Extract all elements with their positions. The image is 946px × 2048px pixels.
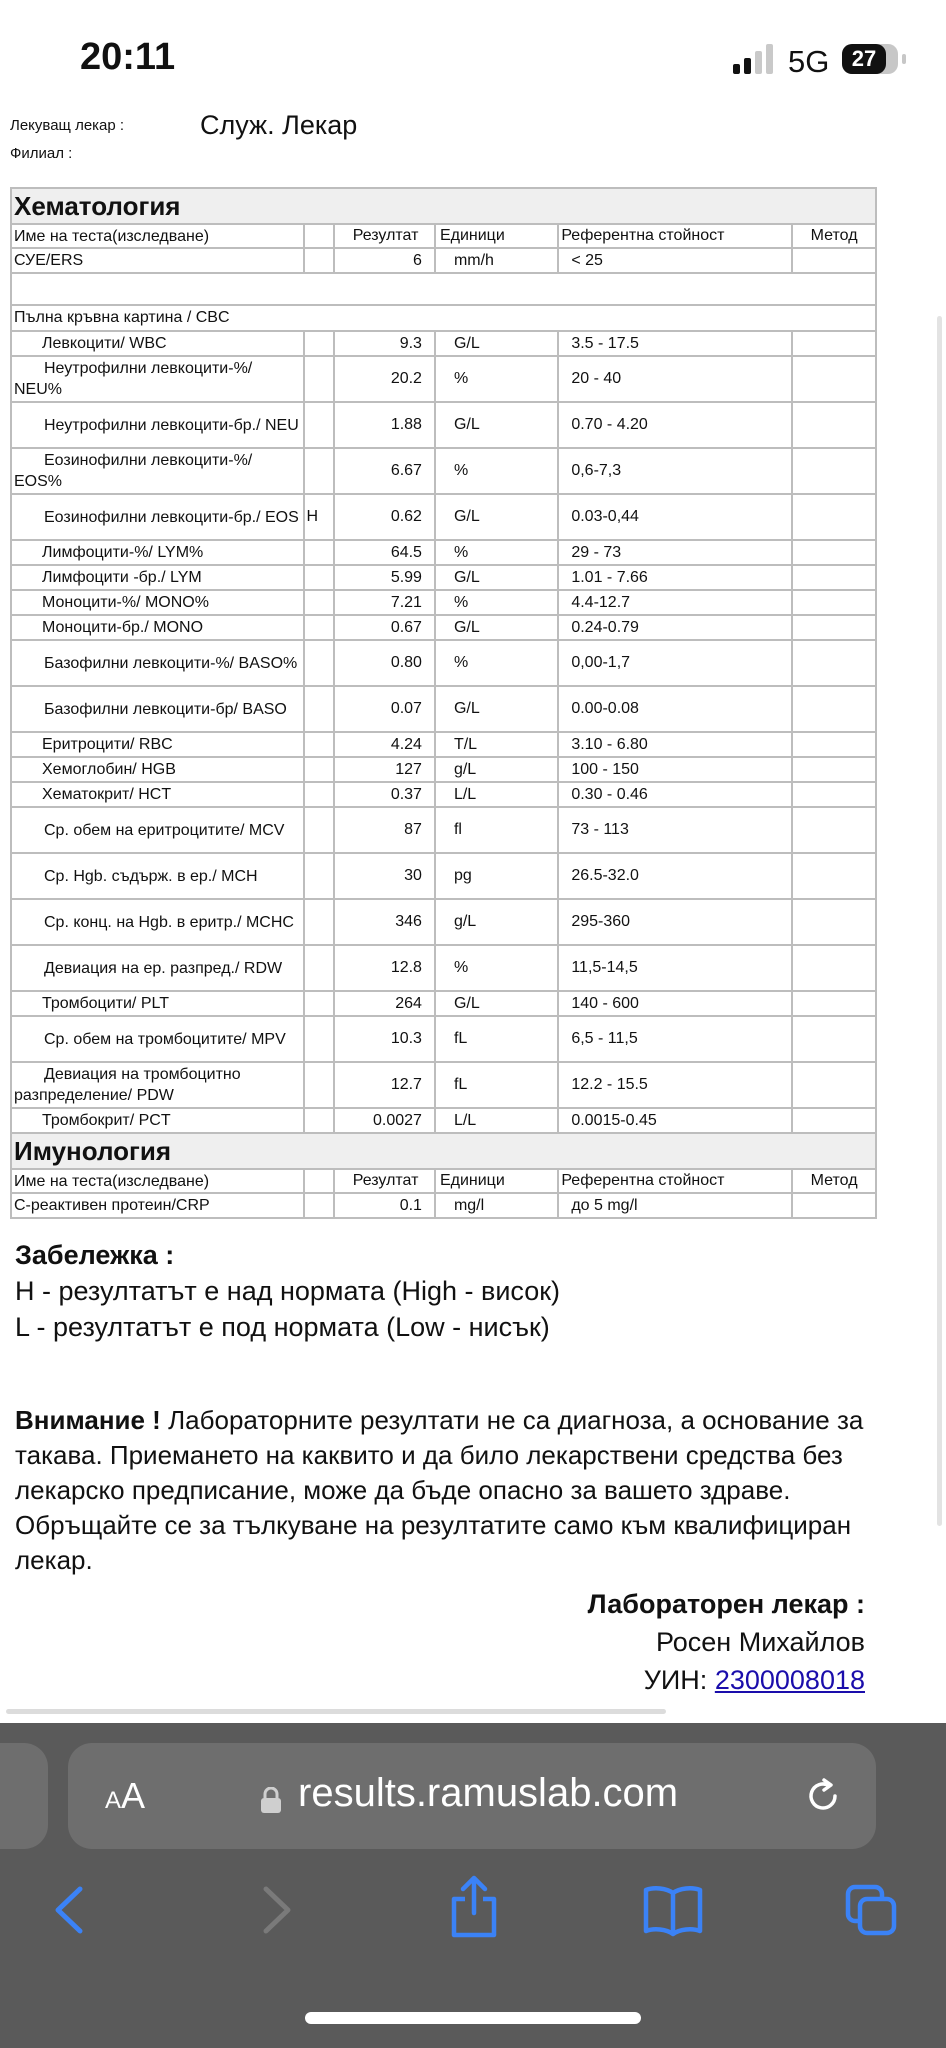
- test-method: [792, 590, 876, 615]
- test-name: Ср. обем на еритроцитите/ MCV: [11, 807, 304, 853]
- test-flag: [304, 640, 335, 686]
- lab-doctor-block: [588, 1585, 865, 1699]
- table-row: [11, 991, 876, 1016]
- test-name: Девиация на ер. разпред./ RDW: [11, 945, 304, 991]
- notes-title: Забележка :: [15, 1240, 175, 1270]
- uin-link[interactable]: 2300008018: [714, 1665, 865, 1695]
- test-name: Еритроцити/ RBC: [11, 732, 304, 757]
- test-name: Моноцити-%/ MONO%: [11, 590, 304, 615]
- test-reference: 0.70 - 4.20: [558, 402, 792, 448]
- test-unit: T/L: [435, 732, 558, 757]
- table-row: [11, 590, 876, 615]
- test-name: Базофилни левкоцити-бр/ BASO: [11, 686, 304, 732]
- test-name: Еозинофилни левкоцити-%/ EOS%: [11, 448, 304, 494]
- test-name: Левкоцити/ WBC: [11, 331, 304, 356]
- test-method: [792, 757, 876, 782]
- test-name: Неутрофилни левкоцити-%/ NEU%: [11, 356, 304, 402]
- test-reference: 11,5-14,5: [558, 945, 792, 991]
- test-result: 0.0027: [334, 1108, 435, 1133]
- test-flag: [304, 615, 335, 640]
- test-flag: [304, 402, 335, 448]
- test-flag: [304, 1062, 335, 1108]
- hematology-table: [10, 187, 877, 1219]
- back-icon[interactable]: [44, 1883, 98, 1937]
- table-row: [11, 565, 876, 590]
- warning-label: Внимание !: [15, 1405, 161, 1435]
- test-method: [792, 1193, 876, 1218]
- test-reference: 295-360: [558, 899, 792, 945]
- test-name: Лимфоцити-%/ LYM%: [11, 540, 304, 565]
- test-method: [792, 540, 876, 565]
- test-reference: 4.4-12.7: [558, 590, 792, 615]
- test-reference: 0.00-0.08: [558, 686, 792, 732]
- test-unit: fL: [435, 1062, 558, 1108]
- test-method: [792, 732, 876, 757]
- test-flag: [304, 540, 335, 565]
- table-row: [11, 1193, 876, 1218]
- branch-label: Филиал :: [10, 145, 73, 162]
- test-method: [792, 565, 876, 590]
- table-row: [11, 615, 876, 640]
- warning: [15, 1403, 875, 1578]
- test-reference: 3.5 - 17.5: [558, 331, 792, 356]
- test-name: Хемоглобин/ HGB: [11, 757, 304, 782]
- test-unit: G/L: [435, 331, 558, 356]
- test-reference: 73 - 113: [558, 807, 792, 853]
- test-name: Базофилни левкоцити-%/ BASO%: [11, 640, 304, 686]
- test-result: 0.37: [334, 782, 435, 807]
- share-icon[interactable]: [446, 1875, 502, 1939]
- test-method: [792, 1108, 876, 1133]
- table-row: [11, 686, 876, 732]
- table-row: [11, 1108, 876, 1133]
- hematology-title: Хематология: [11, 188, 876, 224]
- test-flag: [304, 853, 335, 899]
- test-result: 64.5: [334, 540, 435, 565]
- test-unit: %: [435, 945, 558, 991]
- test-reference: 0.03-0,44: [558, 494, 792, 540]
- test-method: [792, 1016, 876, 1062]
- test-flag: [304, 590, 335, 615]
- test-reference: 140 - 600: [558, 991, 792, 1016]
- test-result: 12.7: [334, 1062, 435, 1108]
- note-low: L - резултатът е под нормата (Low - нисък): [15, 1312, 550, 1342]
- table-row: [11, 782, 876, 807]
- test-reference: 0,6-7,3: [558, 448, 792, 494]
- column-result: Резултат: [334, 1169, 435, 1193]
- vertical-scrollbar[interactable]: [937, 316, 942, 1526]
- test-result: 346: [334, 899, 435, 945]
- test-reference: 0,00-1,7: [558, 640, 792, 686]
- test-result: 30: [334, 853, 435, 899]
- test-result: 6: [334, 248, 435, 273]
- test-unit: mm/h: [435, 248, 558, 273]
- table-row: [11, 732, 876, 757]
- test-result: 10.3: [334, 1016, 435, 1062]
- network-type: 5G: [788, 44, 830, 79]
- test-reference: 1.01 - 7.66: [558, 565, 792, 590]
- cbc-group-title: Пълна кръвна картина / CBC: [11, 305, 876, 331]
- test-flag: [304, 1193, 335, 1218]
- tabs-icon[interactable]: [844, 1883, 898, 1937]
- horizontal-scrollbar[interactable]: [6, 1709, 666, 1714]
- table-row: [11, 1062, 876, 1108]
- url-text[interactable]: results.ramuslab.com: [298, 1771, 679, 1815]
- test-name: Лимфоцити -бр./ LYM: [11, 565, 304, 590]
- battery-level: 27: [842, 44, 886, 74]
- test-flag: [304, 757, 335, 782]
- column-result: Резултат: [334, 224, 435, 248]
- column-reference: Референтна стойност: [558, 1169, 792, 1193]
- column-units: Единици: [435, 1169, 558, 1193]
- test-unit: %: [435, 540, 558, 565]
- table-row: [11, 448, 876, 494]
- test-flag: [304, 1108, 335, 1133]
- test-flag: [304, 331, 335, 356]
- test-unit: %: [435, 356, 558, 402]
- test-unit: G/L: [435, 402, 558, 448]
- test-reference: 3.10 - 6.80: [558, 732, 792, 757]
- uin-label: УИН:: [643, 1665, 708, 1695]
- test-method: [792, 331, 876, 356]
- table-row: [11, 402, 876, 448]
- column-units: Единици: [435, 224, 558, 248]
- battery-icon: [842, 44, 898, 74]
- test-result: 5.99: [334, 565, 435, 590]
- table-row: [11, 807, 876, 853]
- previous-tab-address[interactable]: [0, 1743, 48, 1849]
- test-method: [792, 945, 876, 991]
- test-method: [792, 494, 876, 540]
- test-unit: mg/l: [435, 1193, 558, 1218]
- test-result: 6.67: [334, 448, 435, 494]
- status-time: 20:11: [80, 36, 176, 78]
- test-result: 12.8: [334, 945, 435, 991]
- test-reference: 100 - 150: [558, 757, 792, 782]
- test-method: [792, 1062, 876, 1108]
- column-test-name: Име на теста(изследване): [11, 1169, 304, 1193]
- test-method: [792, 991, 876, 1016]
- notes: [15, 1237, 560, 1345]
- test-unit: %: [435, 448, 558, 494]
- test-reference: до 5 mg/l: [558, 1193, 792, 1218]
- test-result: 0.62: [334, 494, 435, 540]
- bookmarks-icon[interactable]: [642, 1883, 704, 1937]
- test-flag: [304, 807, 335, 853]
- column-test-name: Име на теста(изследване): [11, 224, 304, 248]
- test-flag: [304, 565, 335, 590]
- test-name: СУЕ/ERS: [11, 248, 304, 273]
- uin-line: [588, 1661, 865, 1699]
- test-unit: pg: [435, 853, 558, 899]
- test-method: [792, 807, 876, 853]
- test-reference: < 25: [558, 248, 792, 273]
- test-name: Тромбоцити/ PLT: [11, 991, 304, 1016]
- test-flag: H: [304, 494, 335, 540]
- test-unit: fl: [435, 807, 558, 853]
- test-unit: %: [435, 590, 558, 615]
- test-name: Тромбокрит/ PCT: [11, 1108, 304, 1133]
- test-flag: [304, 448, 335, 494]
- test-unit: L/L: [435, 1108, 558, 1133]
- test-method: [792, 853, 876, 899]
- treating-doctor-label: Лекуващ лекар :: [10, 117, 125, 134]
- test-reference: 6,5 - 11,5: [558, 1016, 792, 1062]
- test-result: 0.67: [334, 615, 435, 640]
- test-method: [792, 686, 876, 732]
- home-indicator[interactable]: [305, 2012, 641, 2024]
- test-method: [792, 782, 876, 807]
- test-name: С-реактивен протеин/CRP: [11, 1193, 304, 1218]
- lock-icon: [260, 1787, 282, 1813]
- test-name: Неутрофилни левкоцити-бр./ NEU: [11, 402, 304, 448]
- test-flag: [304, 686, 335, 732]
- text-size-large: A: [121, 1775, 146, 1816]
- test-reference: 0.30 - 0.46: [558, 782, 792, 807]
- test-flag: [304, 899, 335, 945]
- test-flag: [304, 991, 335, 1016]
- test-result: 9.3: [334, 331, 435, 356]
- test-name: Еозинофилни левкоцити-бр./ EOS: [11, 494, 304, 540]
- test-method: [792, 615, 876, 640]
- test-name: Моноцити-бр./ MONO: [11, 615, 304, 640]
- table-row: [11, 356, 876, 402]
- test-name: Девиация на тромбоцитно разпределение/ PDW: [11, 1062, 304, 1108]
- test-flag: [304, 945, 335, 991]
- immunology-title: Имунология: [11, 1133, 876, 1169]
- table-row: [11, 945, 876, 991]
- test-method: [792, 899, 876, 945]
- test-result: 4.24: [334, 732, 435, 757]
- test-reference: 0.24-0.79: [558, 615, 792, 640]
- treating-doctor-value: Служ. Лекар: [200, 110, 358, 140]
- status-bar: [0, 0, 946, 110]
- test-reference: 0.0015-0.45: [558, 1108, 792, 1133]
- table-row: [11, 1016, 876, 1062]
- table-row: [11, 640, 876, 686]
- column-method: Метод: [792, 1169, 876, 1193]
- test-unit: fL: [435, 1016, 558, 1062]
- test-unit: %: [435, 640, 558, 686]
- cbc-rows: [11, 331, 876, 1133]
- column-reference: Референтна стойност: [558, 224, 792, 248]
- table-row: [11, 757, 876, 782]
- test-result: 264: [334, 991, 435, 1016]
- browser-bottom-bar: [0, 1723, 946, 2048]
- test-unit: L/L: [435, 782, 558, 807]
- column-flag: [304, 1169, 335, 1193]
- warning-text: Лабораторните резултати не са диагноза, а основание за такава. Приемането на каквито и да било лекарствени средства без лекарско предписание, може да бъде опасно за вашето здраве. Обръщайте се за тълкуване на резултатите само към квалифициран лекар.: [15, 1405, 864, 1575]
- test-unit: G/L: [435, 991, 558, 1016]
- table-row: [11, 331, 876, 356]
- test-unit: G/L: [435, 615, 558, 640]
- test-unit: G/L: [435, 686, 558, 732]
- table-row: [11, 540, 876, 565]
- test-flag: [304, 1016, 335, 1062]
- test-name: Хематокрит/ HCT: [11, 782, 304, 807]
- table-row: [11, 494, 876, 540]
- test-flag: [304, 248, 335, 273]
- test-unit: g/L: [435, 757, 558, 782]
- table-row: [11, 853, 876, 899]
- test-reference: 29 - 73: [558, 540, 792, 565]
- test-result: 87: [334, 807, 435, 853]
- test-method: [792, 356, 876, 402]
- lab-doctor-label: Лабораторен лекар :: [587, 1589, 865, 1619]
- test-result: 20.2: [334, 356, 435, 402]
- test-method: [792, 448, 876, 494]
- text-size-small: A: [105, 1787, 122, 1814]
- test-result: 1.88: [334, 402, 435, 448]
- note-high: H - резултатът е над нормата (High - висок): [15, 1276, 561, 1306]
- test-reference: 20 - 40: [558, 356, 792, 402]
- forward-icon[interactable]: [248, 1883, 302, 1937]
- spacer-row: [11, 273, 876, 305]
- test-reference: 26.5-32.0: [558, 853, 792, 899]
- test-result: 0.80: [334, 640, 435, 686]
- test-result: 7.21: [334, 590, 435, 615]
- reload-icon[interactable]: [802, 1775, 844, 1817]
- test-unit: g/L: [435, 899, 558, 945]
- test-unit: G/L: [435, 565, 558, 590]
- test-method: [792, 640, 876, 686]
- test-result: 0.07: [334, 686, 435, 732]
- test-flag: [304, 356, 335, 402]
- test-method: [792, 248, 876, 273]
- test-flag: [304, 782, 335, 807]
- test-flag: [304, 732, 335, 757]
- test-result: 0.1: [334, 1193, 435, 1218]
- test-reference: 12.2 - 15.5: [558, 1062, 792, 1108]
- cellular-signal-icon: [733, 44, 777, 74]
- address-bar[interactable]: [68, 1743, 876, 1849]
- text-size-button[interactable]: [105, 1775, 145, 1817]
- test-result: 127: [334, 757, 435, 782]
- test-unit: G/L: [435, 494, 558, 540]
- table-row: [11, 899, 876, 945]
- test-name: Ср. Hgb. съдърж. в ер./ MCH: [11, 853, 304, 899]
- column-method: Метод: [792, 224, 876, 248]
- test-name: Ср. конц. на Hgb. в еритр./ MCHC: [11, 899, 304, 945]
- test-method: [792, 402, 876, 448]
- table-row: [11, 248, 876, 273]
- column-flag: [304, 224, 335, 248]
- test-name: Ср. обем на тромбоцитите/ MPV: [11, 1016, 304, 1062]
- lab-doctor-name: Росен Михайлов: [655, 1627, 865, 1657]
